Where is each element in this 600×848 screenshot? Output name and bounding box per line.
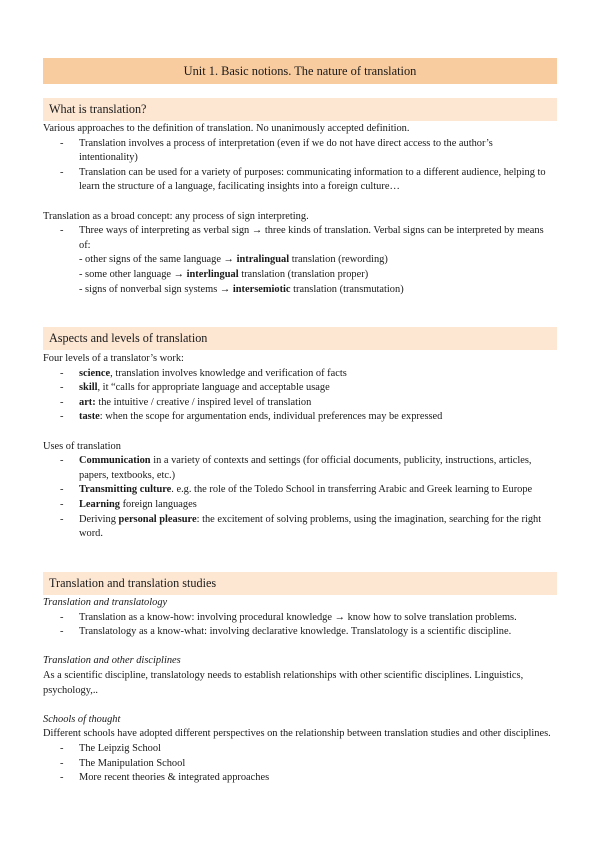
document-title: Unit 1. Basic notions. The nature of translation	[43, 58, 557, 84]
list-item: - art: the intuitive / creative / inspired level of translation	[60, 396, 312, 408]
uses-list	[43, 454, 553, 542]
paragraph: Various approaches to the definition of translation. No unanimously accepted definition.	[43, 123, 410, 134]
section-heading-aspects: Aspects and levels of translation	[43, 327, 557, 350]
list-item-text: Translation involves a process of interpretation (even if we do not have direct access to the author’s intentionality)	[79, 137, 493, 164]
bullet-list	[43, 137, 553, 195]
list-item-text: Translatology as a know-what: involving declarative knowledge. Translatology is a scientific discipline.	[79, 626, 512, 638]
list-item: - Deriving personal pleasure: the excitement of solving problems, using the imagination, searching for the right word.	[60, 513, 542, 540]
list-item: - Translation can be used for a variety of purposes: communicating information to a different audience, helping to learn the structure of a language, facilicating insights into a foreign culture…	[60, 166, 546, 193]
list-item-text: Translation as a know-how: involving procedural knowledge → know how to solve translation problems.	[79, 611, 517, 623]
list-item-text: More recent theories & integrated approaches	[79, 772, 270, 784]
bullet-list	[43, 224, 553, 253]
list-item-text: The Leipzig School	[79, 742, 161, 754]
kind-item: - signs of nonverbal sign systems → intersemiotic translation (transmutation)	[79, 283, 404, 295]
list-item-text: Translation can be used for a variety of purposes: communicating information to a different audience, helping to learn the structure of a language, facilicating insights into a foreign culture…	[79, 166, 546, 193]
paragraph: As a scientific discipline, translatology needs to establish relationships with other scientific disciplines. Linguistics, psychology,..	[43, 669, 524, 696]
list-item: - taste: when the scope for argumentation ends, individual preferences may be expressed	[60, 411, 443, 423]
paragraph: Translation as a broad concept: any process of sign interpreting.	[43, 210, 309, 222]
section-heading-what-is-translation: What is translation?	[43, 98, 557, 121]
schools-list	[43, 742, 553, 786]
list-item: - More recent theories & integrated approaches	[60, 772, 270, 784]
list-item: - Three ways of interpreting as verbal sign → three kinds of translation. Verbal signs can be interpreted by means of:	[60, 225, 544, 251]
list-item: - Communication in a variety of contexts and settings (for official documents, publicity, instructions, articles, papers, textbooks, etc.)	[60, 455, 532, 481]
section-heading-translation-studies: Translation and translation studies	[43, 572, 557, 595]
list-item: - science, translation involves knowledge and verification of facts	[60, 367, 347, 379]
list-item: - Transmitting culture. e.g. the role of the Toledo School in transferring Arabic and Greek learning to Europe	[60, 484, 533, 496]
list-item: - skill, it “calls for appropriate language and acceptable usage	[60, 382, 330, 394]
list-item: - Learning foreign languages	[60, 498, 197, 510]
subheading: Translation and other disciplines	[43, 655, 181, 667]
list-item-text: The Manipulation School	[79, 757, 186, 769]
kinds-list	[43, 253, 553, 297]
section-aspects	[43, 352, 553, 542]
subheading: Translation and translatology	[43, 597, 168, 608]
section-what-is-translation	[43, 122, 553, 297]
section-translation-studies	[43, 596, 553, 786]
levels-list	[43, 367, 553, 425]
list-item: - The Leipzig School	[60, 742, 161, 754]
bullet-list	[43, 611, 553, 640]
paragraph: Four levels of a translator’s work:	[43, 353, 184, 364]
kind-item: - other signs of the same language → intralingual translation (rewording)	[79, 254, 388, 266]
list-item: - Translation involves a process of interpretation (even if we do not have direct access to the author’s intentionality)	[60, 137, 493, 164]
list-item-text: Three ways of interpreting as verbal sign → three kinds of translation. Verbal signs can be interpreted by means of:	[79, 225, 544, 251]
list-item: - The Manipulation School	[60, 757, 186, 769]
paragraph: Different schools have adopted different perspectives on the relationship between translation studies and other disciplines.	[43, 728, 551, 740]
list-item: - Translation as a know-how: involving procedural knowledge → know how to solve translation problems.	[60, 611, 517, 623]
subheading: Schools of thought	[43, 713, 121, 725]
list-item: - Translatology as a know-what: involving declarative knowledge. Translatology is a scientific discipline.	[60, 626, 512, 638]
kind-item: - some other language → interlingual translation (translation proper)	[79, 268, 369, 280]
paragraph: Uses of translation	[43, 440, 121, 452]
